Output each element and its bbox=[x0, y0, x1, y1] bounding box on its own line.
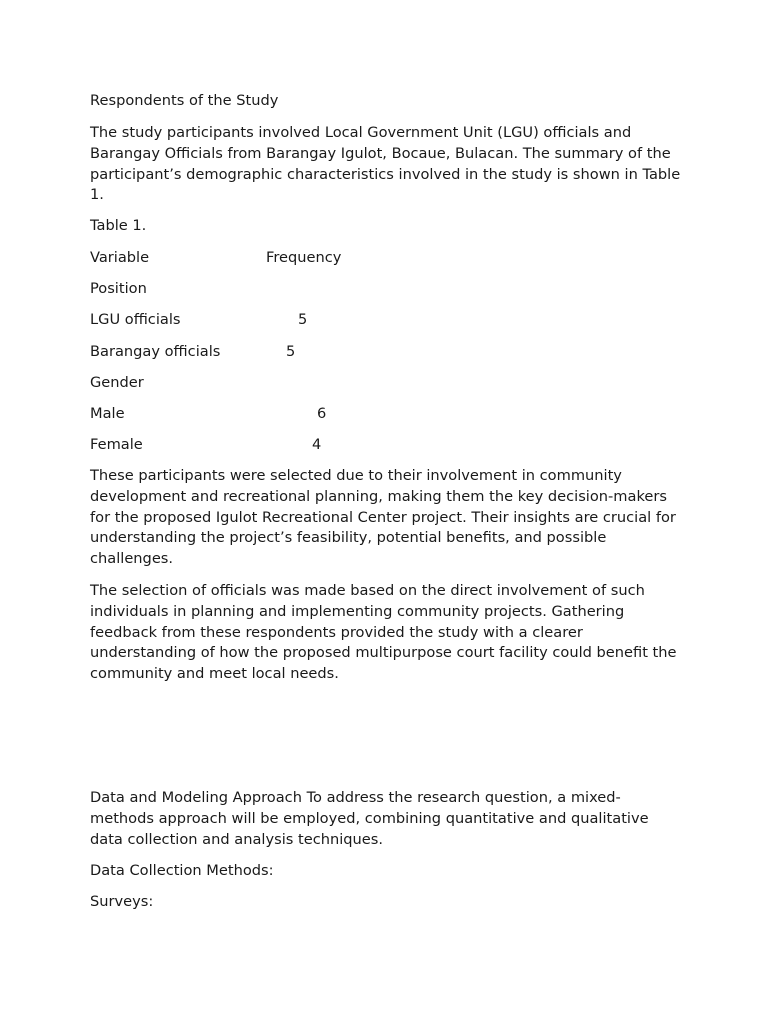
table-row-value: 6 bbox=[317, 405, 327, 422]
table-group-heading bbox=[90, 278, 490, 299]
table-group-heading bbox=[90, 372, 490, 393]
table-row-label: Barangay officials bbox=[90, 343, 221, 360]
table-group-position: Position bbox=[90, 280, 147, 297]
table-header-variable: Variable bbox=[90, 249, 150, 266]
paragraph-selection-reason: These participants were selected due to their involvement in community development and recreational planning, making them the key decision-makers for the proposed Igulot Recreational Center project. Their insights are crucial for understanding the project’s feasibility, potential benefits, and possible challenges. bbox=[90, 467, 676, 568]
paragraph-data-modeling: Data and Modeling Approach To address the research question, a mixed-methods approach will be employed, combining quantitative and qualitative data collection and analysis techniques. bbox=[90, 789, 649, 848]
table-header-row bbox=[90, 247, 490, 268]
table-row-label: LGU officials bbox=[90, 311, 181, 328]
table-header-frequency: Frequency bbox=[266, 249, 342, 266]
table-group-gender: Gender bbox=[90, 374, 144, 391]
heading-data-collection: Data Collection Methods: bbox=[90, 862, 274, 879]
table-row-label: Male bbox=[90, 405, 125, 422]
table-row bbox=[90, 341, 490, 362]
table-row bbox=[90, 309, 490, 330]
table-caption: Table 1. bbox=[90, 217, 147, 234]
table-row-label: Female bbox=[90, 436, 143, 453]
heading-surveys: Surveys: bbox=[90, 893, 154, 910]
intro-paragraph: The study participants involved Local Government Unit (LGU) officials and Barangay Officials from Barangay Igulot, Bocaue, Bulacan. The summary of the participant’s demographic characteristics involved in the study is shown in Table 1. bbox=[90, 124, 681, 204]
section-title: Respondents of the Study bbox=[90, 92, 279, 109]
table-row-value: 4 bbox=[312, 436, 322, 453]
paragraph-selection-basis: The selection of officials was made based on the direct involvement of such individuals in planning and implementing community projects. Gathering feedback from these respondents provided the study with a clearer understanding of how the proposed multipurpose court facility could benefit the community and meet local needs. bbox=[90, 582, 677, 683]
table-row-value: 5 bbox=[286, 343, 296, 360]
table-row bbox=[90, 434, 490, 455]
table-row-value: 5 bbox=[298, 311, 308, 328]
table-row bbox=[90, 403, 490, 424]
